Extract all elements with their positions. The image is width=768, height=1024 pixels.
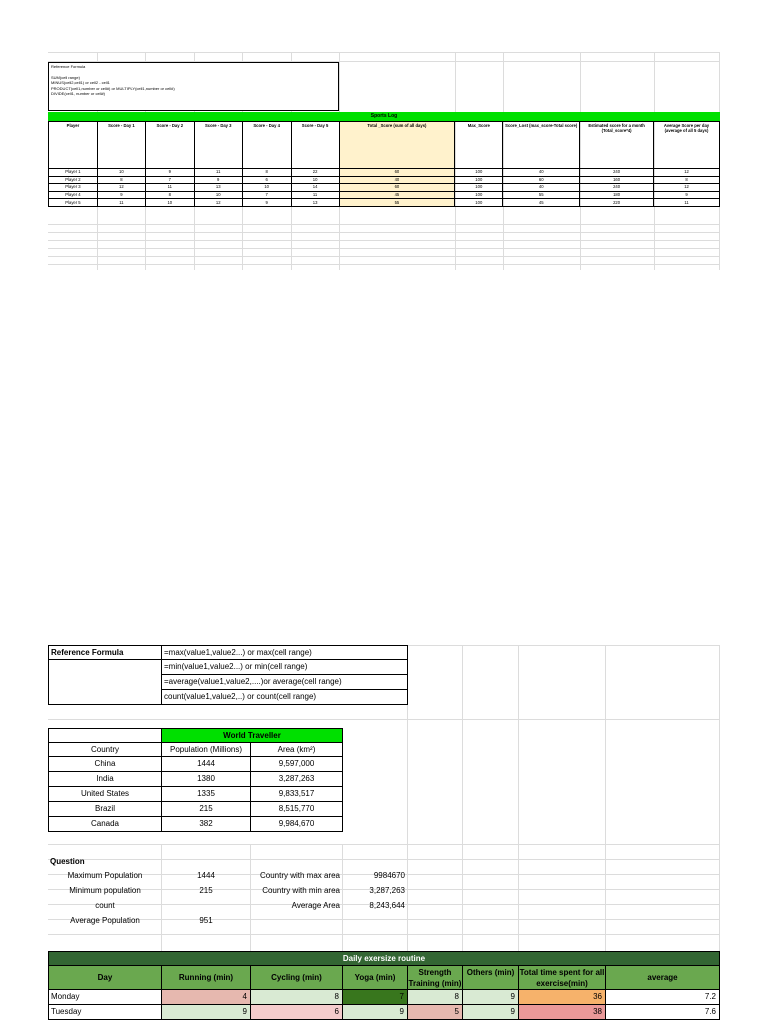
question-value[interactable]: 9984670 — [373, 871, 405, 880]
reference-line: count(value1,value2,..) or count(cell range) — [161, 689, 408, 705]
gridline — [48, 264, 720, 265]
reference-title: Reference Formula — [51, 64, 86, 69]
column-header: Score - Day 1 — [97, 122, 145, 169]
question-label: Average Area — [291, 901, 340, 910]
table-cell[interactable]: 9 — [97, 191, 145, 199]
area-cell[interactable]: 9,597,000 — [250, 756, 343, 772]
question-value[interactable]: 951 — [199, 916, 213, 925]
table-cell[interactable]: 13 — [194, 184, 242, 192]
reference-title: Reference Formula — [48, 645, 162, 660]
table-cell[interactable]: 9 — [145, 169, 194, 177]
question-label: count — [95, 901, 115, 910]
question-label: Country with min area — [262, 886, 340, 895]
total-cell[interactable]: 36 — [518, 989, 606, 1005]
reference-blank — [48, 659, 162, 705]
table-row — [49, 176, 720, 184]
table-cell[interactable]: 40 — [503, 169, 580, 177]
world-traveller-title: World Traveller — [161, 728, 343, 743]
column-header-population: Population (Millions) — [161, 742, 251, 757]
column-header: Total _Score (sum of all days) — [339, 122, 455, 169]
routine-title: Daily exersize routine — [48, 951, 720, 966]
column-header: Score - Day 3 — [194, 122, 242, 169]
table-cell[interactable]: 100 — [455, 176, 503, 184]
others-cell[interactable]: 9 — [462, 1004, 519, 1020]
table-header-row — [49, 122, 720, 169]
table-cell[interactable]: 9 — [242, 199, 291, 207]
sports-log-sheet — [48, 52, 720, 270]
table-cell[interactable]: 45 — [339, 191, 455, 199]
column-header: Cycling (min) — [250, 965, 343, 990]
gridline — [48, 52, 720, 53]
table-cell[interactable]: 220 — [580, 199, 654, 207]
table-cell[interactable]: 10 — [291, 176, 339, 184]
question-value[interactable]: 1444 — [197, 871, 215, 880]
table-cell[interactable]: 180 — [580, 191, 654, 199]
table-cell[interactable]: 10 — [242, 184, 291, 192]
running-cell[interactable]: 4 — [161, 989, 251, 1005]
table-cell[interactable]: 7 — [242, 191, 291, 199]
table-cell[interactable]: 11 — [97, 199, 145, 207]
gridline — [48, 248, 720, 249]
gridline — [462, 645, 463, 951]
gridline — [48, 719, 720, 720]
reference-formula-box — [48, 62, 339, 111]
table-cell[interactable]: Player 2 — [49, 176, 98, 184]
column-header: Running (min) — [161, 965, 251, 990]
question-label: Country with max area — [259, 871, 340, 880]
header-blank — [48, 728, 162, 743]
column-header: Max_Score — [455, 122, 503, 169]
question-value[interactable] — [161, 899, 251, 913]
table-cell[interactable]: 10 — [194, 191, 242, 199]
table-cell[interactable]: 11 — [194, 169, 242, 177]
table-cell[interactable]: Player 1 — [49, 169, 98, 177]
table-cell[interactable]: 10 — [97, 169, 145, 177]
table-cell[interactable]: 12 — [654, 184, 720, 192]
population-cell[interactable]: 1444 — [161, 756, 251, 772]
sports-log-table — [48, 121, 720, 207]
cycling-cell[interactable]: 6 — [250, 1004, 343, 1020]
others-cell[interactable]: 9 — [462, 989, 519, 1005]
reference-line: DIVIDE(cell1, number or cell#) — [51, 91, 106, 97]
column-header: Score - Day 5 — [291, 122, 339, 169]
column-header: Estimated score for a month (Total_score*4) — [580, 122, 654, 169]
reference-line: =average(value1,value2,....)or average(cell range) — [161, 674, 408, 690]
reference-line: =min(value1,value2...) or min(cell range) — [161, 659, 408, 675]
area-cell[interactable]: 9,833,517 — [250, 786, 343, 802]
question-label: Minimum population — [69, 886, 141, 895]
table-cell[interactable]: 8 — [654, 176, 720, 184]
table-row — [49, 169, 720, 177]
column-header-country: Country — [48, 742, 162, 757]
table-cell[interactable]: 8 — [242, 169, 291, 177]
gridline — [48, 232, 720, 233]
population-cell[interactable]: 1335 — [161, 786, 251, 802]
column-header: Day — [48, 965, 162, 990]
gridline — [605, 645, 606, 951]
gridline — [719, 645, 720, 951]
column-header: Strength Training (min) — [407, 965, 463, 990]
average-cell[interactable]: 7.6 — [605, 1004, 720, 1020]
table-cell[interactable]: 9 — [654, 191, 720, 199]
table-row — [49, 199, 720, 207]
yoga-cell[interactable]: 9 — [342, 1004, 408, 1020]
average-cell[interactable]: 7.2 — [605, 989, 720, 1005]
country-cell[interactable]: Brazil — [48, 801, 162, 817]
column-header: Score - Day 2 — [145, 122, 194, 169]
table-cell[interactable]: 10 — [145, 199, 194, 207]
gridline — [48, 934, 720, 935]
table-cell[interactable]: 55 — [503, 191, 580, 199]
population-cell[interactable]: 382 — [161, 816, 251, 832]
table-cell[interactable]: 100 — [455, 191, 503, 199]
cycling-cell[interactable]: 8 — [250, 989, 343, 1005]
table-cell[interactable]: 11 — [145, 184, 194, 192]
table-cell[interactable]: 7 — [145, 176, 194, 184]
table-row — [49, 191, 720, 199]
table-cell[interactable]: 13 — [291, 199, 339, 207]
area-cell[interactable]: 8,515,770 — [250, 801, 343, 817]
table-row — [49, 184, 720, 192]
table-cell[interactable]: 12 — [194, 199, 242, 207]
population-cell[interactable]: 1380 — [161, 771, 251, 787]
population-cell[interactable]: 215 — [161, 801, 251, 817]
table-cell[interactable]: 12 — [97, 184, 145, 192]
column-header: Others (min) — [462, 965, 519, 990]
column-header: Average Score per day (average of all 5 days) — [654, 122, 720, 169]
day-cell[interactable]: Monday — [48, 989, 162, 1005]
column-header-area: Area (km²) — [250, 742, 343, 757]
strength-cell[interactable]: 5 — [407, 1004, 463, 1020]
table-cell[interactable]: Player 5 — [49, 199, 98, 207]
reference-line: SUM(cell range) — [51, 74, 80, 80]
reference-line: MINUS(cell2,cell1) or cell2 - cell1 — [51, 80, 110, 86]
table-cell[interactable]: 22 — [291, 169, 339, 177]
reference-line: PRODUCT(cell1,number or cell#) or MULTIPLY(cell1,number or cell#) — [51, 85, 175, 91]
area-cell[interactable]: 3,287,263 — [250, 771, 343, 787]
table-cell[interactable]: 100 — [455, 199, 503, 207]
country-cell[interactable]: China — [48, 756, 162, 772]
table-cell[interactable]: 8 — [97, 176, 145, 184]
column-header: Yoga (min) — [342, 965, 408, 990]
table-cell[interactable]: 100 — [455, 184, 503, 192]
question-title: Question — [50, 857, 85, 866]
table-cell[interactable]: 60 — [339, 169, 455, 177]
table-cell[interactable]: 160 — [580, 176, 654, 184]
question-label: Average Population — [70, 916, 140, 925]
table-cell[interactable]: 11 — [291, 191, 339, 199]
total-cell[interactable]: 38 — [518, 1004, 606, 1020]
country-cell[interactable]: United States — [48, 786, 162, 802]
gridline — [48, 844, 720, 845]
question-label: Maximum Population — [67, 871, 143, 880]
table-cell[interactable]: 11 — [654, 199, 720, 207]
gridline — [48, 256, 720, 257]
world-traveller-sheet — [48, 645, 720, 1024]
table-cell[interactable]: 240 — [580, 184, 654, 192]
table-cell[interactable]: 240 — [580, 169, 654, 177]
table-cell[interactable]: 55 — [339, 199, 455, 207]
table-cell[interactable]: 14 — [291, 184, 339, 192]
day-cell[interactable]: Tuesday — [48, 1004, 162, 1020]
gridline — [48, 224, 720, 225]
strength-cell[interactable]: 8 — [407, 989, 463, 1005]
column-header: Total time spent for all exercise(min) — [518, 965, 606, 990]
reference-line: =max(value1,value2...) or max(cell range) — [161, 645, 408, 660]
table-cell[interactable]: 60 — [503, 176, 580, 184]
gridline — [518, 645, 519, 951]
table-cell[interactable]: 12 — [654, 169, 720, 177]
table-cell[interactable]: 6 — [242, 176, 291, 184]
country-cell[interactable]: India — [48, 771, 162, 787]
table-cell[interactable]: Player 3 — [49, 184, 98, 192]
running-cell[interactable]: 9 — [161, 1004, 251, 1020]
column-header: average — [605, 965, 720, 990]
column-header: Player — [49, 122, 98, 169]
column-header: Score - Day 4 — [242, 122, 291, 169]
table-cell[interactable]: 40 — [503, 184, 580, 192]
yoga-cell[interactable]: 7 — [342, 989, 408, 1005]
question-value[interactable]: 3,287,263 — [369, 886, 405, 895]
sports-log-title: Sports Log — [48, 112, 720, 121]
table-cell[interactable]: Player 4 — [49, 191, 98, 199]
table-cell[interactable]: 40 — [339, 176, 455, 184]
country-cell[interactable]: Canada — [48, 816, 162, 832]
table-cell[interactable]: 9 — [194, 176, 242, 184]
table-cell[interactable]: 8 — [145, 191, 194, 199]
table-cell[interactable]: 100 — [455, 169, 503, 177]
gridline — [48, 240, 720, 241]
table-cell[interactable]: 60 — [339, 184, 455, 192]
table-cell[interactable]: 45 — [503, 199, 580, 207]
column-header: Score_Lost (max_score-Total score) — [503, 122, 580, 169]
question-value[interactable]: 215 — [199, 886, 213, 895]
area-cell[interactable]: 9,984,670 — [250, 816, 343, 832]
question-value[interactable]: 8,243,644 — [369, 901, 405, 910]
